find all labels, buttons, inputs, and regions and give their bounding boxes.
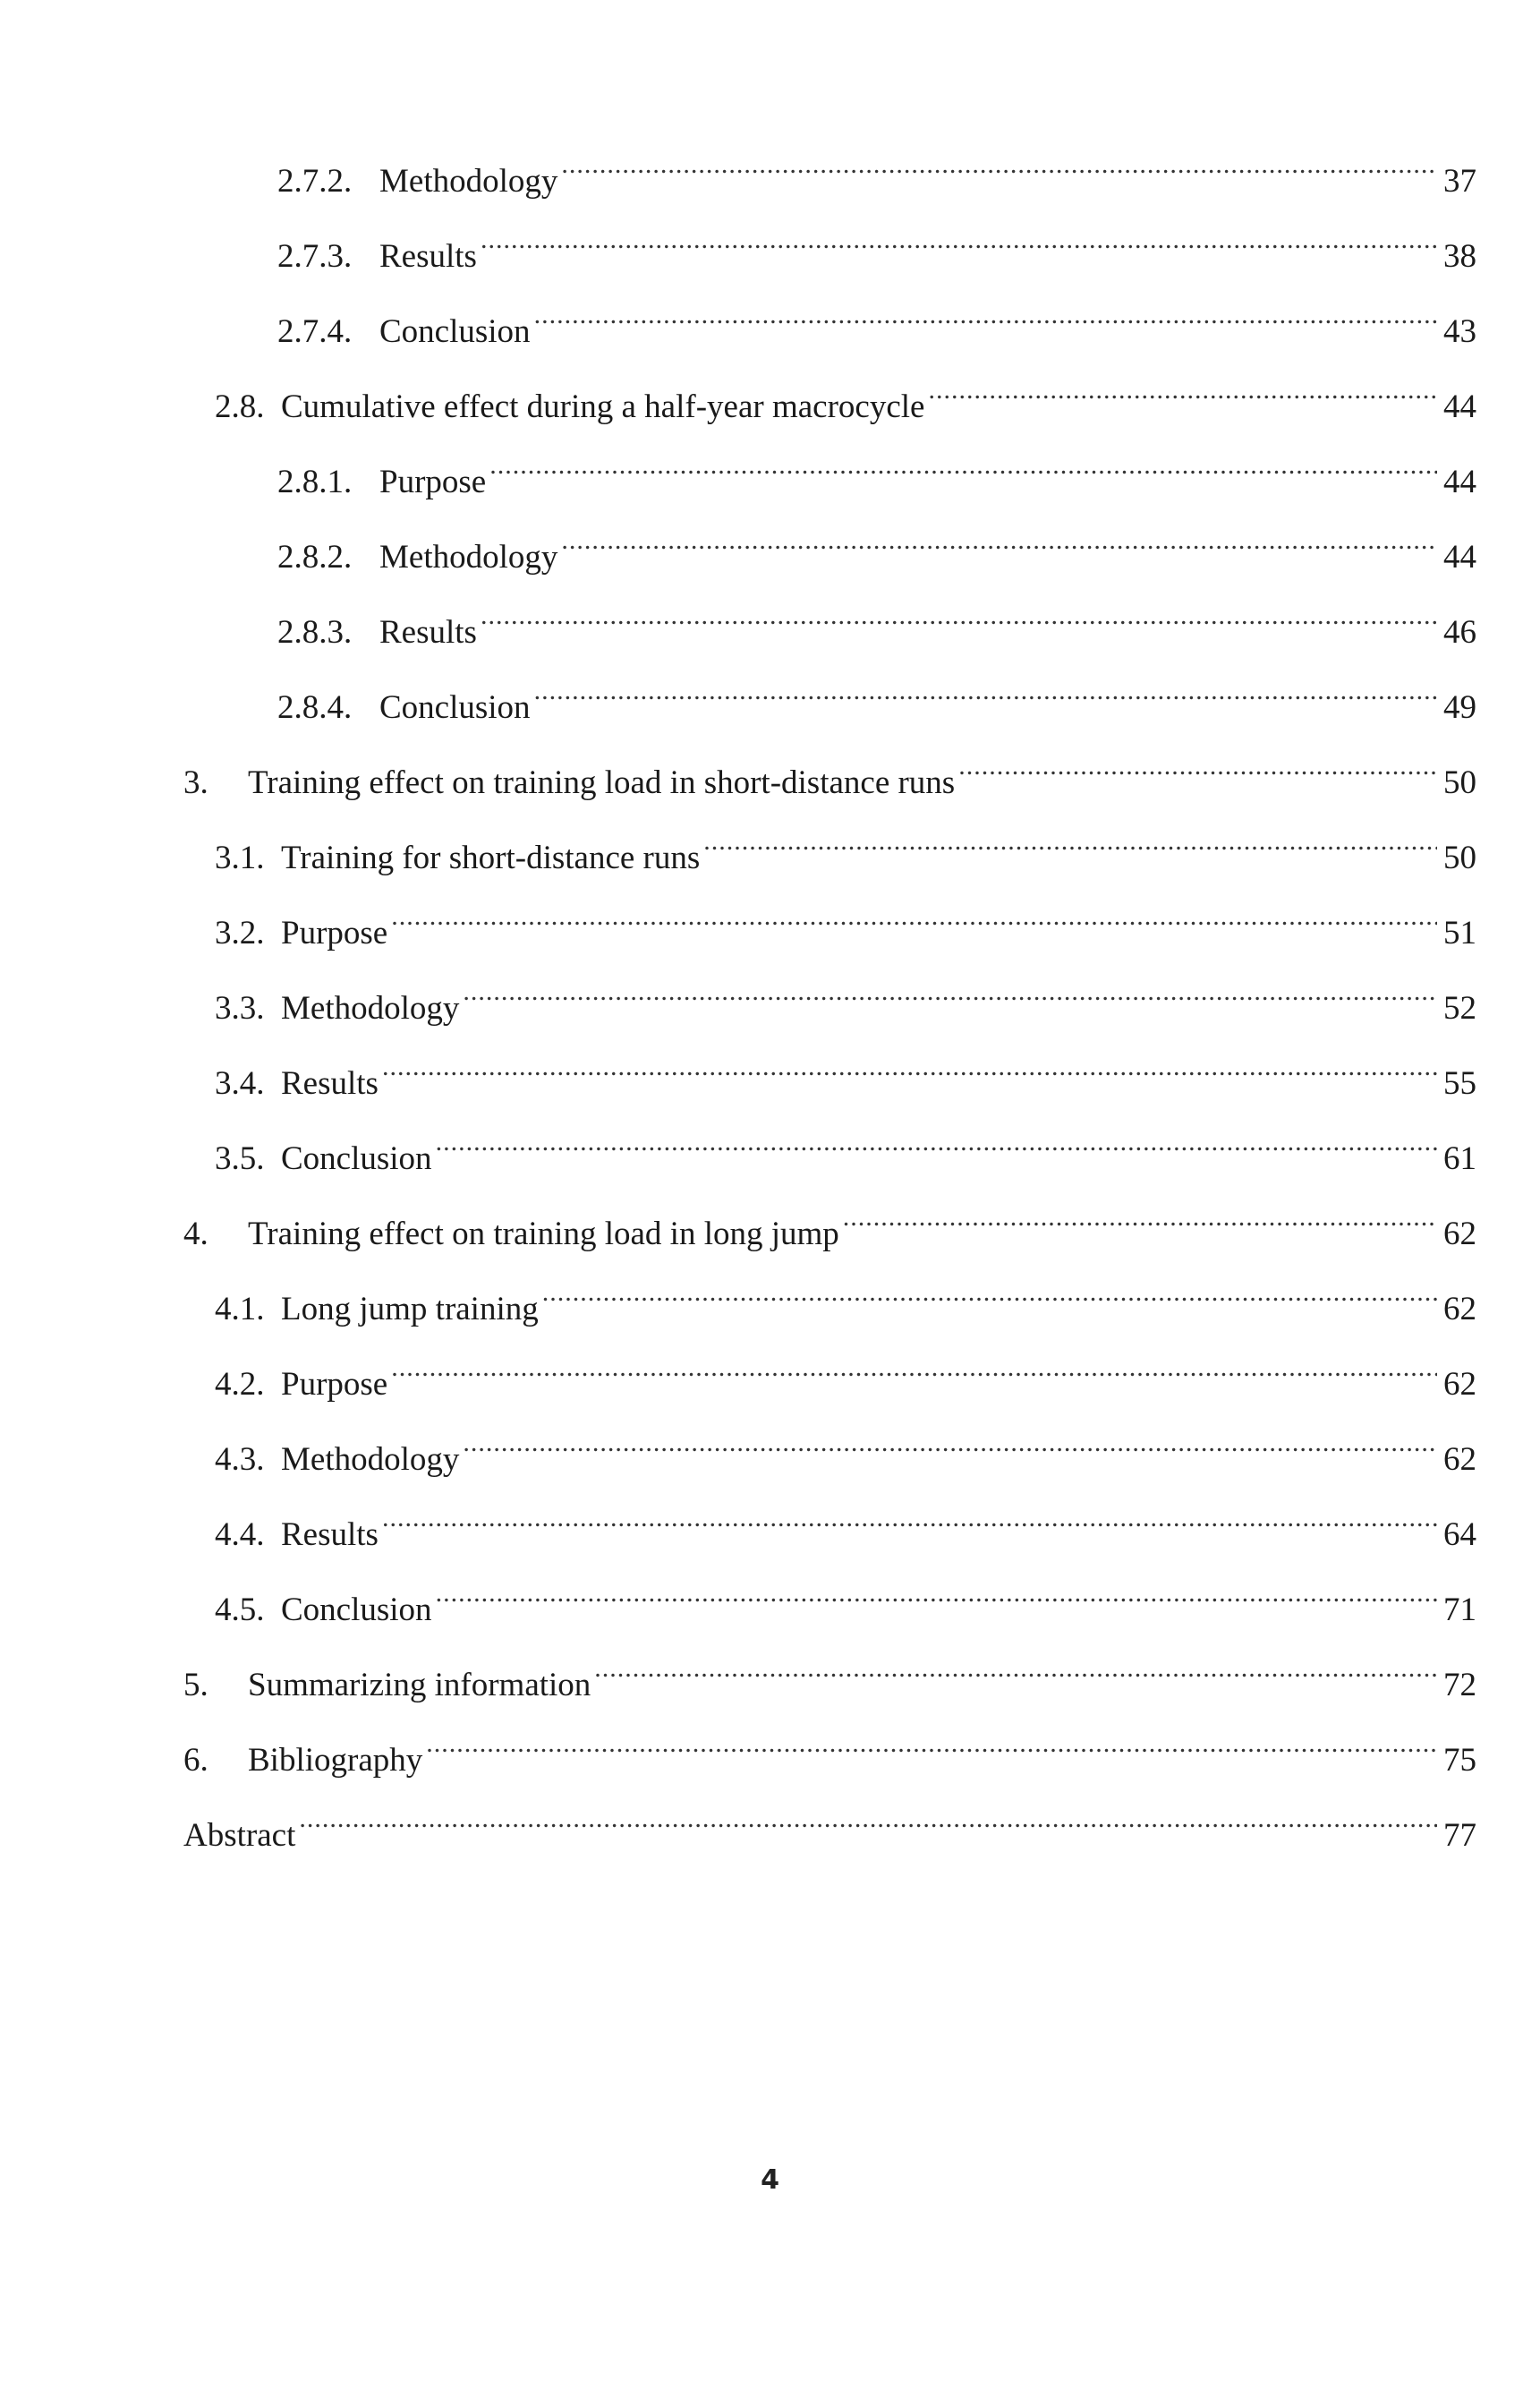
toc-entry-title: Methodology — [281, 990, 460, 1027]
toc-entry-6 — [183, 1731, 1476, 1780]
dot-leader — [436, 1581, 1437, 1620]
toc-entry-title: Results — [281, 1516, 379, 1553]
dot-leader — [481, 227, 1437, 267]
dot-leader — [561, 528, 1437, 568]
toc-entry-number: 3.3. — [215, 990, 265, 1027]
toc-entry-number: 6. — [183, 1742, 208, 1779]
toc-entry-page: 50 — [1443, 764, 1476, 801]
toc-entry-number: 3.4. — [215, 1065, 265, 1102]
toc-entry-page: 62 — [1443, 1441, 1476, 1478]
dot-leader — [463, 979, 1437, 1019]
dot-leader — [703, 829, 1437, 868]
toc-entry-page: 37 — [1443, 163, 1476, 200]
toc-entry-title: Training effect on training load in long jump — [248, 1216, 839, 1252]
toc-entry-5 — [183, 1656, 1476, 1705]
toc-entry-page: 44 — [1443, 464, 1476, 500]
toc-entry-4 — [183, 1205, 1476, 1254]
toc-entry-title: Purpose — [379, 464, 487, 500]
dot-leader — [426, 1731, 1437, 1771]
toc-entry-page: 52 — [1443, 990, 1476, 1027]
dot-leader — [958, 754, 1437, 793]
dot-leader — [928, 378, 1437, 417]
toc-entry-page: 75 — [1443, 1742, 1476, 1779]
toc-entry-2-8-4 — [277, 678, 1476, 728]
dot-leader — [561, 152, 1437, 192]
toc-entry-title: Conclusion — [281, 1140, 432, 1177]
dot-leader — [843, 1205, 1437, 1244]
toc-entry-title: Methodology — [281, 1441, 460, 1478]
toc-entry-3-5 — [215, 1130, 1476, 1179]
toc-entry-number: 2.8.3. — [277, 614, 353, 651]
toc-entry-3 — [183, 754, 1476, 803]
toc-entry-title: Long jump training — [281, 1291, 539, 1327]
dot-leader — [299, 1806, 1437, 1846]
toc-entry-2-7-2 — [277, 152, 1476, 201]
toc-entry-title: Results — [281, 1065, 379, 1102]
toc-entry-number: 4.2. — [215, 1366, 265, 1403]
toc-entry-abstract — [183, 1806, 1476, 1856]
toc-entry-page: 46 — [1443, 614, 1476, 651]
toc-entry-page: 71 — [1443, 1592, 1476, 1628]
toc-entry-page: 44 — [1443, 539, 1476, 576]
toc-entry-page: 61 — [1443, 1140, 1476, 1177]
dot-leader — [594, 1656, 1437, 1695]
toc-entry-number: 3.1. — [215, 840, 265, 876]
toc-entry-2-7-3 — [277, 227, 1476, 277]
toc-entry-page: 72 — [1443, 1667, 1476, 1703]
dot-leader — [382, 1506, 1437, 1545]
toc-entry-title: Methodology — [379, 539, 558, 576]
toc-entry-page: 77 — [1443, 1817, 1476, 1854]
dot-leader — [489, 453, 1437, 492]
toc-entry-page: 62 — [1443, 1291, 1476, 1327]
toc-entry-page: 64 — [1443, 1516, 1476, 1553]
toc-entry-number: 4.3. — [215, 1441, 265, 1478]
dot-leader — [463, 1430, 1437, 1470]
toc-entry-number: 3. — [183, 764, 208, 801]
toc-entry-2-7-4 — [277, 303, 1476, 352]
toc-entry-number: 5. — [183, 1667, 208, 1703]
toc-entry-4-4 — [215, 1506, 1476, 1555]
toc-entry-2-8-3 — [277, 603, 1476, 653]
toc-entry-4-1 — [215, 1280, 1476, 1329]
toc-entry-3-4 — [215, 1054, 1476, 1104]
toc-entry-number: 2.8.2. — [277, 539, 353, 576]
toc-entry-page: 50 — [1443, 840, 1476, 876]
toc-entry-number: 2.7.4. — [277, 313, 353, 350]
toc-entry-page: 44 — [1443, 388, 1476, 425]
toc-entry-number: 4. — [183, 1216, 208, 1252]
toc-entry-title: Cumulative effect during a half-year macrocycle — [281, 388, 925, 425]
toc-entry-number: 4.5. — [215, 1592, 265, 1628]
toc-entry-page: 55 — [1443, 1065, 1476, 1102]
dot-leader — [436, 1130, 1437, 1169]
toc-entry-title: Conclusion — [379, 313, 531, 350]
toc-entry-2-8-2 — [277, 528, 1476, 577]
toc-entry-3-1 — [215, 829, 1476, 878]
toc-entry-3-2 — [215, 904, 1476, 953]
toc-entry-title: Conclusion — [379, 689, 531, 726]
toc-entry-title: Training for short-distance runs — [281, 840, 701, 876]
page-number: 4 — [761, 2164, 779, 2196]
toc-entry-number: 2.8.1. — [277, 464, 353, 500]
toc-entry-page: 51 — [1443, 915, 1476, 952]
toc-entry-page: 43 — [1443, 313, 1476, 350]
dot-leader — [534, 303, 1437, 342]
toc-entry-title: Purpose — [281, 1366, 388, 1403]
toc-entry-page: 62 — [1443, 1216, 1476, 1252]
toc-entry-3-3 — [215, 979, 1476, 1028]
dot-leader — [534, 678, 1437, 718]
toc-entry-page: 38 — [1443, 238, 1476, 275]
dot-leader — [542, 1280, 1437, 1319]
toc-entry-4-3 — [215, 1430, 1476, 1480]
toc-entry-page: 49 — [1443, 689, 1476, 726]
toc-entry-title: Results — [379, 614, 477, 651]
dot-leader — [391, 1355, 1437, 1395]
toc-entry-title: Abstract — [183, 1817, 296, 1854]
toc-entry-number: 2.7.3. — [277, 238, 353, 275]
toc-entry-title: Purpose — [281, 915, 388, 952]
toc-entry-title: Results — [379, 238, 477, 275]
toc-entry-number: 3.5. — [215, 1140, 265, 1177]
toc-entry-title: Training effect on training load in short-distance runs — [248, 764, 956, 801]
toc-entry-number: 2.8.4. — [277, 689, 353, 726]
toc-entry-number: 2.7.2. — [277, 163, 353, 200]
toc-entry-2-8 — [215, 378, 1476, 427]
toc-entry-title: Bibliography — [248, 1742, 423, 1779]
toc-entry-4-2 — [215, 1355, 1476, 1404]
toc-entry-title: Conclusion — [281, 1592, 432, 1628]
toc-entry-2-8-1 — [277, 453, 1476, 502]
dot-leader — [391, 904, 1437, 943]
toc-entry-number: 4.4. — [215, 1516, 265, 1553]
toc-entry-number: 4.1. — [215, 1291, 265, 1327]
toc-entry-title: Methodology — [379, 163, 558, 200]
dot-leader — [481, 603, 1437, 643]
toc-entry-title: Summarizing information — [248, 1667, 591, 1703]
toc-entry-number: 3.2. — [215, 915, 265, 952]
toc-entry-number: 2.8. — [215, 388, 265, 425]
dot-leader — [382, 1054, 1437, 1094]
toc-entry-page: 62 — [1443, 1366, 1476, 1403]
toc-entry-4-5 — [215, 1581, 1476, 1630]
